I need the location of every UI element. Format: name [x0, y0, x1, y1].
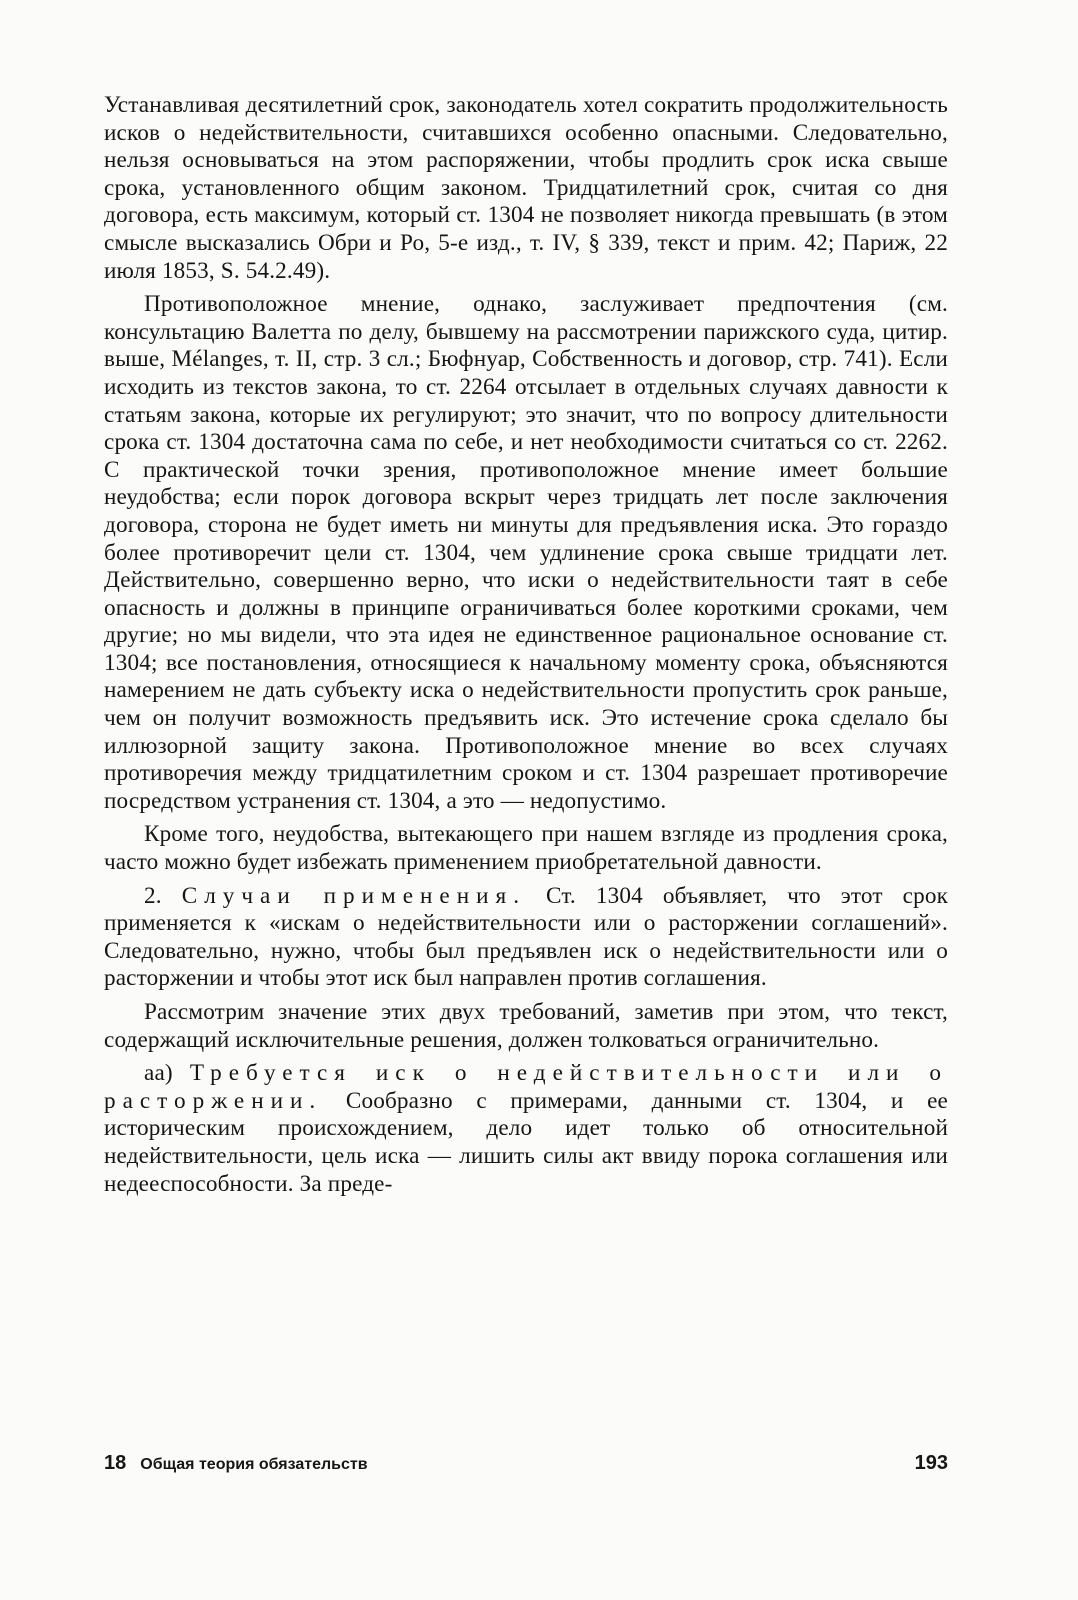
paragraph-after-section-2: Рассмотрим значение этих двух требований, заметив при этом, что текст, содержащий исключительные решения, должен толковаться ограничительно. — [104, 999, 948, 1053]
body-text — [104, 92, 948, 1198]
section-aa-text: Сообразно с примерами, данными ст. 1304, и ее историческим происхождением, дело идет только об относительной недействительности, цель иска — лишить силы акт ввиду порока соглашения или недееспособности. За преде- — [104, 1087, 948, 1197]
section-aa-marker: аа) — [144, 1060, 173, 1087]
paragraph-2: Противоположное мнение, однако, заслуживает предпочтения (см. консультацию Валетта по делу, бывшему на рассмотрении парижского суда, цитир. выше, Mélanges, т. II, стр. 3 сл.; Бюфнуар, Собственность и договор, стр. 741). Если исходить из текстов закона, то ст. 2264 отсылает в отдельных случаях давности к статьям закона, которые их регулируют; это значит, что по вопросу длительности срока ст. 1304 достаточна сама по себе, и нет необходимости считаться со ст. 2262. С практической точки зрения, противоположное мнение имеет большие неудобства; если порок договора вскрыт через тридцать лет после заключения договора, сторона не будет иметь ни минуты для предъявления иска. Это гораздо более противоречит цели ст. 1304, чем удлинение срока свыше тридцати лет. Действительно, совершенно верно, что иски о недействительности таят в себе опасность и должны в принципе ограничиваться более короткими сроками, чем другие; но мы видели, что эта идея не единственное рациональное основание ст. 1304; все постановления, относящиеся к начальному моменту срока, объясняются намерением не дать субъекту иска о недействительности пропустить срок раньше, чем он получит возможность предъявить иск. Это истечение срока сделало бы иллюзорной защиту закона. Противоположное мнение во всех случаях противоречия между тридцатилетним сроком и ст. 1304 разрешает противоречие посредством устранения ст. 1304, а это — недопустимо. — [104, 291, 948, 814]
running-title: Общая теория обязательств — [140, 1456, 368, 1473]
paragraph-3: Кроме того, неудобства, вытекающего при нашем взгляде из продления срока, часто можно будет избежать применением приобретательной давности. — [104, 821, 948, 876]
section-2-text: Ст. 1304 объявляет, что этот срок применяется к «искам о недействительности или о расторжении соглашений». Следовательно, нужно, чтобы был предъявлен иск о недействительности или о расторжении и чтобы этот иск был направлен против соглашения. — [104, 882, 948, 992]
paragraph-1: Устанавливая десятилетний срок, законодатель хотел сократить продолжительность исков о недействительности, считавшихся особенно опасными. Следовательно, нельзя основываться на этом распоряжении, чтобы продлить срок иска свыше срока, установленного общим законом. Тридцатилетний срок, считая со дня договора, есть максимум, который ст. 1304 не позволяет никогда превышать (в этом смысле высказались Обри и Ро, 5-е изд., т. IV, § 339, текст и прим. 42; Париж, 22 июля 1853, S. 54.2.49). — [104, 92, 948, 284]
page-number: 193 — [914, 1452, 948, 1474]
footer-left — [104, 1452, 368, 1475]
page-footer — [104, 1452, 948, 1475]
section-2-heading: Случаи применения. — [181, 882, 526, 909]
signature-mark: 18 — [104, 1452, 127, 1474]
section-2-number: 2. — [144, 882, 162, 909]
section-aa-heading: Требуется иск о недействительности или о расторжении. — [104, 1060, 948, 1114]
section-2-paragraph — [104, 883, 948, 993]
section-aa-paragraph — [104, 1060, 948, 1198]
